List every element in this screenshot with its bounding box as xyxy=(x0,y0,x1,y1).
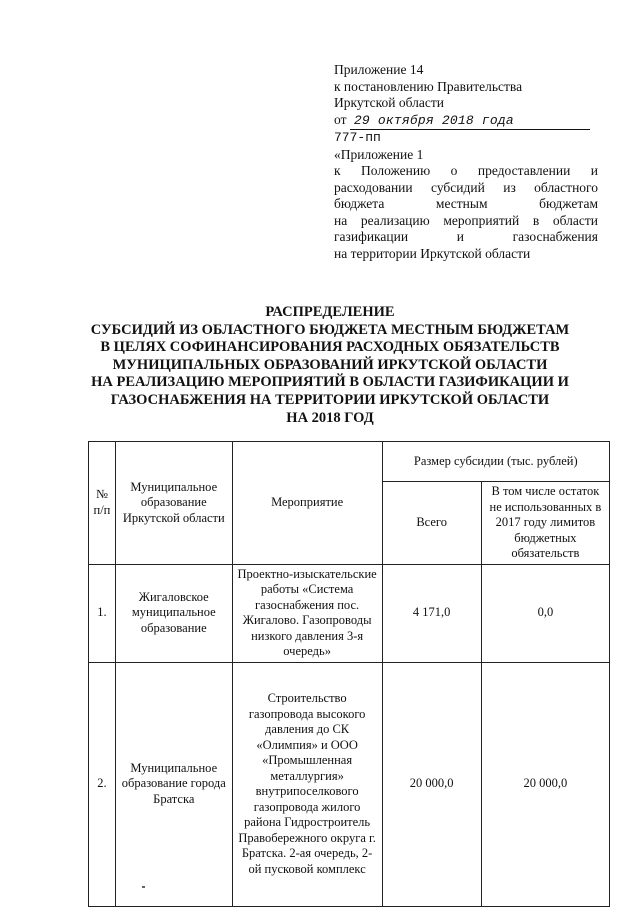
appendix-text-5: газификации и газоснабжения xyxy=(334,229,598,244)
appendix-doc-number: 777-пп xyxy=(334,130,381,145)
title-line-2: СУБСИДИЙ ИЗ ОБЛАСТНОГО БЮДЖЕТА МЕСТНЫМ БЮДЖЕТАМ xyxy=(90,321,570,338)
header-num: № п/п xyxy=(89,442,116,565)
appendix-block xyxy=(334,62,598,262)
appendix-date-line xyxy=(334,112,598,131)
appendix-text-3: бюджета местным бюджетам xyxy=(334,196,598,211)
appendix-region: Иркутской области xyxy=(334,95,445,110)
row-municipality: Жигаловское муниципальное образование xyxy=(115,564,232,662)
date-prefix: от xyxy=(334,111,347,127)
row-total: 4 171,0 xyxy=(382,564,481,662)
table-row xyxy=(89,662,610,906)
title-line-7: НА 2018 ГОД xyxy=(286,409,374,426)
title-line-5: НА РЕАЛИЗАЦИЮ МЕРОПРИЯТИЙ В ОБЛАСТИ ГАЗИФИКАЦИИ И xyxy=(91,374,569,391)
appendix-text-4: на реализацию мероприятий в области xyxy=(334,212,598,228)
header-total: Всего xyxy=(382,482,481,565)
subsidy-table xyxy=(88,441,610,907)
row-municipality: Муниципальное образование города Братска xyxy=(115,662,232,906)
header-subsidy: Размер субсидии (тыс. рублей) xyxy=(382,442,609,482)
row-num: 1. xyxy=(89,564,116,662)
header-remainder: В том числе остаток не использованных в 2017 году лимитов бюджетных обязательств xyxy=(481,482,609,565)
title-line-3: В ЦЕЛЯХ СОФИНАНСИРОВАНИЯ РАСХОДНЫХ ОБЯЗАТЕЛЬСТВ xyxy=(100,339,560,356)
appendix-text-2: расходовании субсидий из областного xyxy=(334,179,598,195)
row-measure: Строительство газопровода высокого давления до СК «Олимпия» и ООО «Промышленная металлургия» внутрипоселкового газопровода жилого района Гидростроитель Правобережного округа г. Братска. 2-ая очередь, 2-ой пусковой комплекс xyxy=(232,662,382,906)
header-municipality: Муниципальное образование Иркутской области xyxy=(115,442,232,565)
appendix-date: 29 октября 2018 года xyxy=(350,113,590,131)
appendix-text-6: на территории Иркутской области xyxy=(334,245,531,261)
title-line-6: ГАЗОСНАБЖЕНИЯ НА ТЕРРИТОРИИ ИРКУТСКОЙ ОБЛАСТИ xyxy=(110,391,550,408)
header-measure: Мероприятие xyxy=(232,442,382,565)
document-title xyxy=(60,304,600,427)
row-remainder: 0,0 xyxy=(481,564,609,662)
appendix-text-1: к Положению о предоставлении и xyxy=(334,163,598,178)
table-header-row xyxy=(89,442,610,482)
appendix-decree: к постановлению Правительства xyxy=(334,78,523,94)
row-measure: Проектно-изыскательские работы «Система газоснабжения пос. Жигалово. Газопроводы низкого давления 3-я очередь» xyxy=(232,564,382,662)
scan-speck xyxy=(142,886,145,888)
title-line-4: МУНИЦИПАЛЬНЫХ ОБРАЗОВАНИЙ ИРКУТСКОЙ ОБЛАСТИ xyxy=(112,356,548,373)
table-row xyxy=(89,564,610,662)
row-total: 20 000,0 xyxy=(382,662,481,906)
row-num: 2. xyxy=(89,662,116,906)
appendix-number: Приложение 14 xyxy=(334,62,424,77)
appendix-ref: «Приложение 1 xyxy=(334,146,424,162)
row-remainder: 20 000,0 xyxy=(481,662,609,906)
title-line-1: РАСПРЕДЕЛЕНИЕ xyxy=(265,304,395,320)
